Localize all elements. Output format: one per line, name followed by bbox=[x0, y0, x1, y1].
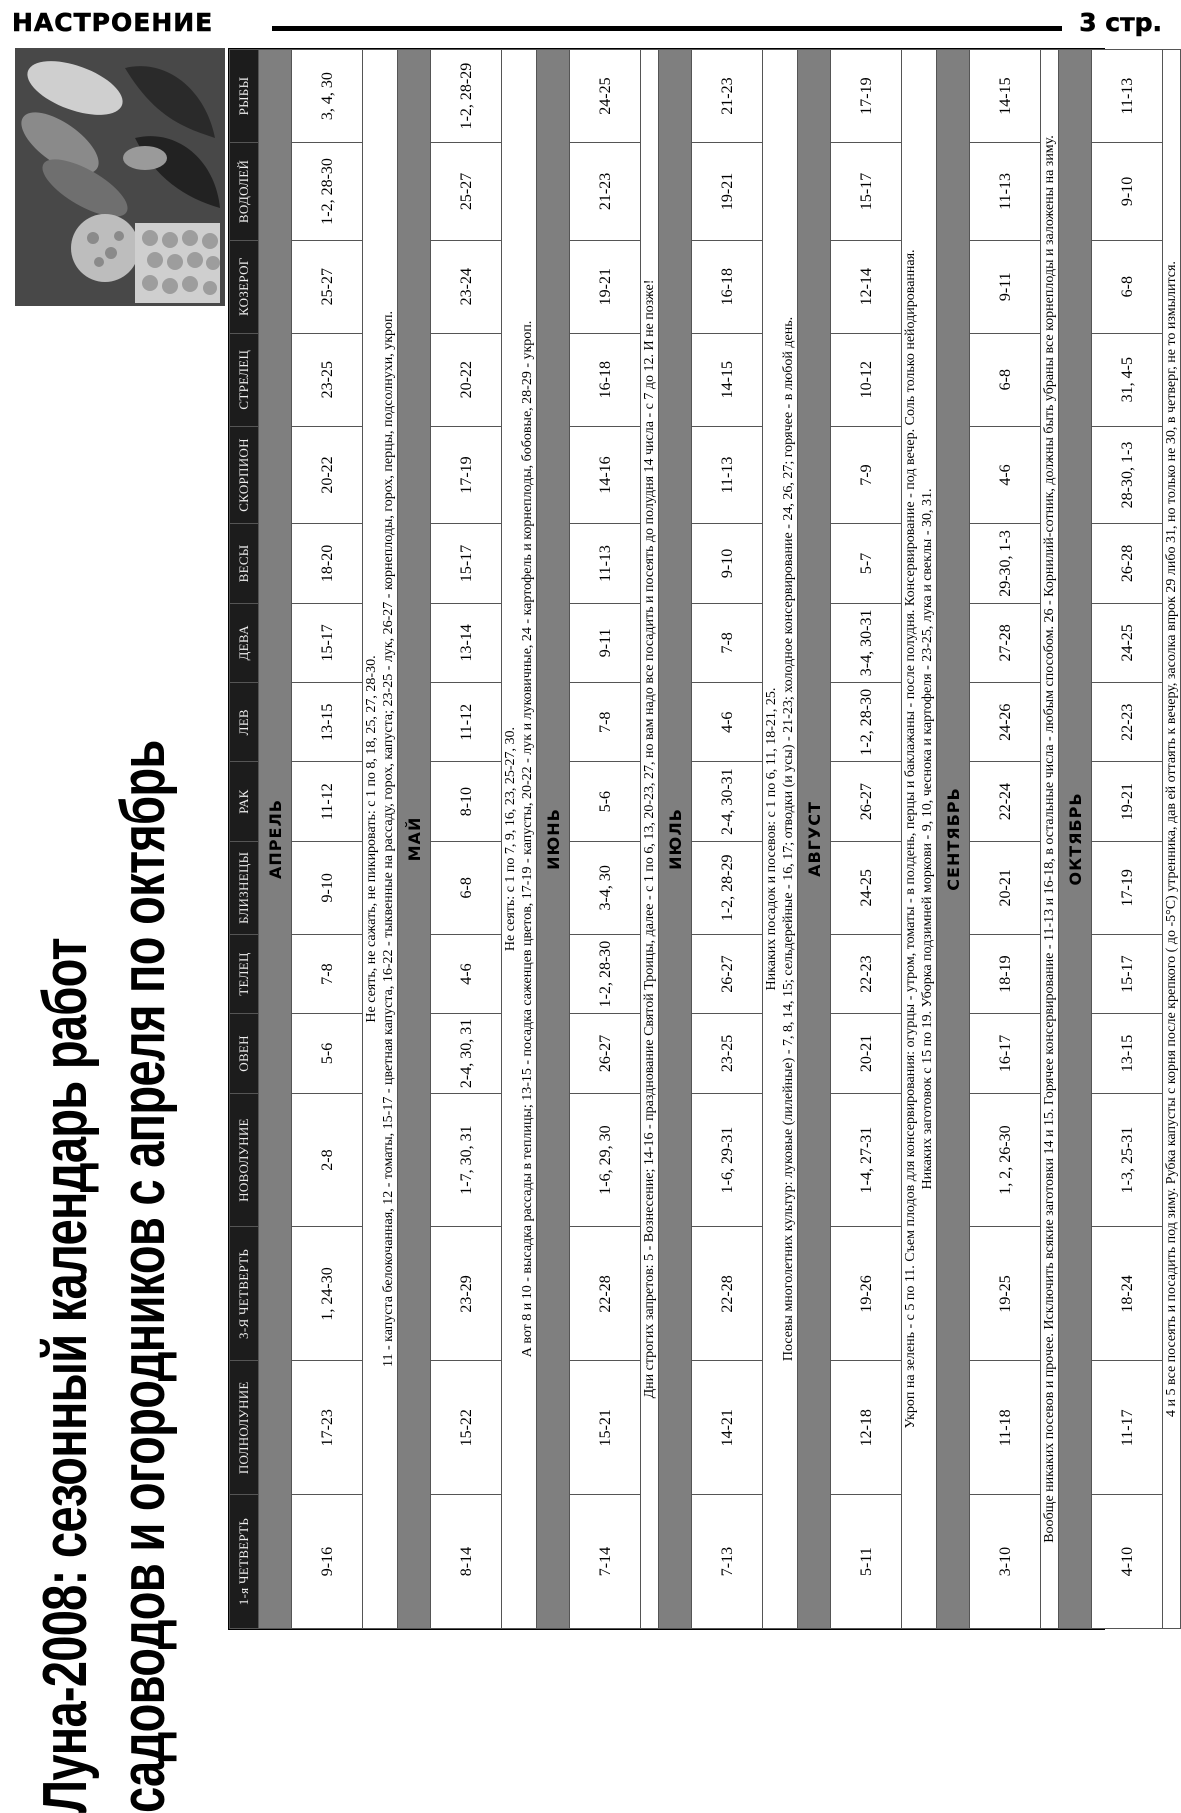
date-cell: 1-4, 27-31 bbox=[831, 1093, 902, 1227]
date-cell: 1-2, 28-29 bbox=[692, 841, 763, 934]
date-cell: 11-13 bbox=[1092, 50, 1163, 143]
date-cell: 22-28 bbox=[570, 1227, 641, 1361]
notes-row bbox=[641, 50, 659, 1629]
date-cell: 13-15 bbox=[292, 683, 363, 762]
date-cell: 3-10 bbox=[970, 1495, 1041, 1629]
note-line: Никаких заготовок с 15 по 19. Уборка подзимней моркови - 9, 10, чеснока и картофеля - 23-25, лука и свеклы - 30, 31. bbox=[920, 488, 935, 1190]
month-row bbox=[659, 50, 692, 1629]
month-notes bbox=[902, 50, 937, 1629]
header-rule bbox=[272, 26, 1062, 31]
note-line: Дни строгих запретов: 5 - Вознесение; 14-16 - празднование Святой Троицы, далее - с 1 по 6, 13, 20-23, 27, но вам надо все посадить и посеять до полудня 14 числа - с 7 до 12. И не позже! bbox=[642, 279, 657, 1399]
month-name: ОКТЯБРЬ bbox=[1059, 50, 1092, 1629]
month-name: АВГУСТ bbox=[798, 50, 831, 1629]
headline-line-1: Луна-2008: сезонный календарь работ bbox=[31, 938, 100, 1813]
date-cell: 19-21 bbox=[570, 240, 641, 333]
date-cell: 15-22 bbox=[431, 1361, 502, 1495]
notes-row bbox=[763, 50, 798, 1629]
notes-row bbox=[902, 50, 937, 1629]
date-cell: 4-6 bbox=[970, 426, 1041, 524]
note-line: Посевы многолетних культур: луковые (лилейные) - 7, 8, 14, 15; сельдерейные - 16, 17; отводки (и усы) - 21-23; холодное консервирование - 24, 26, 27; горячее - в любой день. bbox=[781, 316, 796, 1362]
date-cell: 1, 24-30 bbox=[292, 1227, 363, 1361]
date-cell: 3, 4, 30 bbox=[292, 50, 363, 143]
date-cell: 24-26 bbox=[970, 683, 1041, 762]
date-cell: 5-11 bbox=[831, 1495, 902, 1629]
date-cell: 18-19 bbox=[970, 934, 1041, 1013]
date-cell: 11-13 bbox=[692, 426, 763, 524]
date-cell: 1-2, 28-30 bbox=[292, 143, 363, 241]
date-cell: 19-21 bbox=[1092, 762, 1163, 841]
note-line: 11 - капуста белокочанная, 12 - томаты, 15-17 - цветная капуста, 16-22 - тыквенные на рассаду, горох, капуста; 23-25 - лук, 26-27 - корнеплоды, горох, перцы, подсолнухи, укроп. bbox=[381, 310, 396, 1368]
date-cell: 9-10 bbox=[692, 524, 763, 603]
date-cell: 5-6 bbox=[292, 1014, 363, 1093]
date-cell: 9-16 bbox=[292, 1495, 363, 1629]
notes-row bbox=[1041, 50, 1059, 1629]
month-notes bbox=[1163, 50, 1181, 1629]
date-cell: 4-10 bbox=[1092, 1495, 1163, 1629]
date-cell: 10-12 bbox=[831, 333, 902, 426]
column-header: СКОРПИОН bbox=[230, 426, 259, 524]
dates-row bbox=[831, 50, 902, 1629]
date-cell: 9-11 bbox=[970, 240, 1041, 333]
date-cell: 7-8 bbox=[292, 934, 363, 1013]
date-cell: 27-28 bbox=[970, 603, 1041, 682]
month-row bbox=[798, 50, 831, 1629]
date-cell: 1-3, 25-31 bbox=[1092, 1093, 1163, 1227]
date-cell: 15-17 bbox=[1092, 934, 1163, 1013]
masthead bbox=[12, 8, 1162, 52]
column-header: ПОЛНОЛУНИЕ bbox=[230, 1361, 259, 1495]
date-cell: 22-23 bbox=[831, 934, 902, 1013]
vegetables-photo bbox=[15, 48, 225, 306]
date-cell: 15-17 bbox=[431, 524, 502, 603]
date-cell: 11-12 bbox=[431, 683, 502, 762]
page-number: 3 стр. bbox=[1079, 8, 1162, 37]
date-cell: 12-18 bbox=[831, 1361, 902, 1495]
date-cell: 11-13 bbox=[970, 143, 1041, 241]
note-line: Укроп на зелень - с 5 по 11. Съем плодов для консервирования: огурцы - утром, томаты - в полдень, перцы и баклажаны - после полудня. Консервирование - под вечер. Соль только нейодированная. bbox=[903, 249, 918, 1429]
date-cell: 25-27 bbox=[431, 143, 502, 241]
date-cell: 20-22 bbox=[292, 426, 363, 524]
date-cell: 14-15 bbox=[970, 50, 1041, 143]
date-cell: 6-8 bbox=[970, 333, 1041, 426]
date-cell: 17-19 bbox=[831, 50, 902, 143]
month-row bbox=[537, 50, 570, 1629]
notes-row bbox=[363, 50, 398, 1629]
date-cell: 15-17 bbox=[292, 603, 363, 682]
date-cell: 23-25 bbox=[292, 333, 363, 426]
lunar-calendar-table bbox=[228, 48, 1179, 1630]
date-cell: 24-25 bbox=[570, 50, 641, 143]
note-line: Вообще никаких посевов и прочее. Исключить всякие заготовки 14 и 15. Горячее консервирование - 11-13 и 16-18, в остальные числа - любым способом. 26 - Корнилий-сотник, должны быть убраны все корнеплоды и заложены на зиму. bbox=[1042, 135, 1057, 1543]
column-header: РАК bbox=[230, 762, 259, 841]
date-cell: 7-13 bbox=[692, 1495, 763, 1629]
notes-row bbox=[502, 50, 537, 1629]
date-cell: 21-23 bbox=[692, 50, 763, 143]
month-name: МАЙ bbox=[398, 50, 431, 1629]
date-cell: 7-9 bbox=[831, 426, 902, 524]
date-cell: 25-27 bbox=[292, 240, 363, 333]
date-cell: 9-11 bbox=[570, 603, 641, 682]
date-cell: 19-26 bbox=[831, 1227, 902, 1361]
date-cell: 20-21 bbox=[970, 841, 1041, 934]
date-cell: 24-25 bbox=[831, 841, 902, 934]
headline-line-2: садоводов и огородников с апреля по октябрь bbox=[109, 740, 178, 1813]
date-cell: 12-14 bbox=[831, 240, 902, 333]
column-header: РЫБЫ bbox=[230, 50, 259, 143]
date-cell: 7-8 bbox=[692, 603, 763, 682]
date-cell: 8-10 bbox=[431, 762, 502, 841]
date-cell: 5-7 bbox=[831, 524, 902, 603]
dates-row bbox=[292, 50, 363, 1629]
month-row bbox=[398, 50, 431, 1629]
date-cell: 1-2, 28-30 bbox=[570, 934, 641, 1013]
date-cell: 2-4, 30, 31 bbox=[431, 1014, 502, 1093]
date-cell: 7-14 bbox=[570, 1495, 641, 1629]
date-cell: 7-8 bbox=[570, 683, 641, 762]
date-cell: 18-24 bbox=[1092, 1227, 1163, 1361]
date-cell: 29-30, 1-3 bbox=[970, 524, 1041, 603]
column-header: КОЗЕРОГ bbox=[230, 240, 259, 333]
date-cell: 14-16 bbox=[570, 426, 641, 524]
date-cell: 17-19 bbox=[1092, 841, 1163, 934]
dates-row bbox=[1092, 50, 1163, 1629]
date-cell: 6-8 bbox=[1092, 240, 1163, 333]
date-cell: 1, 2, 26-30 bbox=[970, 1093, 1041, 1227]
column-header: НОВОЛУНИЕ bbox=[230, 1093, 259, 1227]
note-line: 4 и 5 все посеять и посадить под зиму. Рубка капусты с корня после крепкого ( до -5°С) утренника, дав ей оттаять к вечеру, засолка впрок 29 либо 31, но только не 30, в четверг, не то измылится. bbox=[1164, 261, 1179, 1417]
date-cell: 11-18 bbox=[970, 1361, 1041, 1495]
month-name: СЕНТЯБРЬ bbox=[937, 50, 970, 1629]
section-name: НАСТРОЕНИЕ bbox=[12, 8, 214, 37]
date-cell: 4-6 bbox=[431, 934, 502, 1013]
date-cell: 22-24 bbox=[970, 762, 1041, 841]
date-cell: 13-15 bbox=[1092, 1014, 1163, 1093]
column-header: БЛИЗНЕЦЫ bbox=[230, 841, 259, 934]
month-row bbox=[259, 50, 292, 1629]
date-cell: 1-6, 29-31 bbox=[692, 1093, 763, 1227]
month-name: ИЮЛЬ bbox=[659, 50, 692, 1629]
column-header: ВЕСЫ bbox=[230, 524, 259, 603]
column-header: ТЕЛЕЦ bbox=[230, 934, 259, 1013]
date-cell: 1-7, 30, 31 bbox=[431, 1093, 502, 1227]
date-cell: 9-10 bbox=[1092, 143, 1163, 241]
column-header: ДЕВА bbox=[230, 603, 259, 682]
column-header: ЛЕВ bbox=[230, 683, 259, 762]
date-cell: 23-24 bbox=[431, 240, 502, 333]
date-cell: 20-22 bbox=[431, 333, 502, 426]
date-cell: 21-23 bbox=[570, 143, 641, 241]
date-cell: 14-15 bbox=[692, 333, 763, 426]
column-header: ОВЕН bbox=[230, 1014, 259, 1093]
date-cell: 19-21 bbox=[692, 143, 763, 241]
month-name: ИЮНЬ bbox=[537, 50, 570, 1629]
note-line: Не сеять: с 1 по 7, 9, 16, 23, 25-27, 30. bbox=[503, 726, 518, 952]
date-cell: 1-2, 28-30 bbox=[831, 683, 902, 762]
column-header: 3-Я ЧЕТВЕРТЬ bbox=[230, 1227, 259, 1361]
column-header: СТРЕЛЕЦ bbox=[230, 333, 259, 426]
date-cell: 11-17 bbox=[1092, 1361, 1163, 1495]
date-cell: 19-25 bbox=[970, 1227, 1041, 1361]
date-cell: 1-6, 29, 30 bbox=[570, 1093, 641, 1227]
headline bbox=[27, 283, 183, 1813]
date-cell: 22-28 bbox=[692, 1227, 763, 1361]
date-cell: 3-4, 30 bbox=[570, 841, 641, 934]
date-cell: 23-25 bbox=[692, 1014, 763, 1093]
dates-row bbox=[431, 50, 502, 1629]
date-cell: 15-17 bbox=[831, 143, 902, 241]
date-cell: 8-14 bbox=[431, 1495, 502, 1629]
note-line: Никаких посадок и посевов: с 1 по 6, 11, 18-21, 25. bbox=[764, 687, 779, 991]
date-cell: 1-2, 28-29 bbox=[431, 50, 502, 143]
date-cell: 18-20 bbox=[292, 524, 363, 603]
date-cell: 4-6 bbox=[692, 683, 763, 762]
date-cell: 5-6 bbox=[570, 762, 641, 841]
date-cell: 9-10 bbox=[292, 841, 363, 934]
date-cell: 15-21 bbox=[570, 1361, 641, 1495]
month-notes bbox=[763, 50, 798, 1629]
month-notes bbox=[502, 50, 537, 1629]
date-cell: 11-13 bbox=[570, 524, 641, 603]
note-line: А вот 8 и 10 - высадка рассады в теплицы; 13-15 - посадка саженцев цветов, 17-19 - капусты, 20-22 - лук и луковичные, 24 - картофель и корнеплоды, бобовые, 28-29 - укроп. bbox=[520, 320, 535, 1358]
date-cell: 17-23 bbox=[292, 1361, 363, 1495]
date-cell: 20-21 bbox=[831, 1014, 902, 1093]
column-header: 1-я ЧЕТВЕРТЬ bbox=[230, 1495, 259, 1629]
date-cell: 26-27 bbox=[570, 1014, 641, 1093]
date-cell: 28-30, 1-3 bbox=[1092, 426, 1163, 524]
dates-row bbox=[692, 50, 763, 1629]
dates-row bbox=[970, 50, 1041, 1629]
date-cell: 23-29 bbox=[431, 1227, 502, 1361]
date-cell: 2-8 bbox=[292, 1093, 363, 1227]
dates-row bbox=[570, 50, 641, 1629]
notes-row bbox=[1163, 50, 1181, 1629]
date-cell: 22-23 bbox=[1092, 683, 1163, 762]
date-cell: 16-18 bbox=[570, 333, 641, 426]
date-cell: 14-21 bbox=[692, 1361, 763, 1495]
table-header-row bbox=[230, 50, 259, 1629]
month-notes bbox=[363, 50, 398, 1629]
month-notes bbox=[641, 50, 659, 1629]
column-header: ВОДОЛЕЙ bbox=[230, 143, 259, 241]
date-cell: 26-27 bbox=[831, 762, 902, 841]
date-cell: 16-18 bbox=[692, 240, 763, 333]
date-cell: 6-8 bbox=[431, 841, 502, 934]
date-cell: 17-19 bbox=[431, 426, 502, 524]
date-cell: 26-28 bbox=[1092, 524, 1163, 603]
date-cell: 24-25 bbox=[1092, 603, 1163, 682]
date-cell: 3-4, 30-31 bbox=[831, 603, 902, 682]
date-cell: 13-14 bbox=[431, 603, 502, 682]
month-notes bbox=[1041, 50, 1059, 1629]
month-name: АПРЕЛЬ bbox=[259, 50, 292, 1629]
month-row bbox=[1059, 50, 1092, 1629]
month-row bbox=[937, 50, 970, 1629]
date-cell: 11-12 bbox=[292, 762, 363, 841]
date-cell: 26-27 bbox=[692, 934, 763, 1013]
date-cell: 2-4, 30-31 bbox=[692, 762, 763, 841]
note-line: Не сеять, не сажать, не пикировать: с 1 по 8, 18, 25, 27, 28-30. bbox=[364, 655, 379, 1023]
date-cell: 31, 4-5 bbox=[1092, 333, 1163, 426]
date-cell: 16-17 bbox=[970, 1014, 1041, 1093]
